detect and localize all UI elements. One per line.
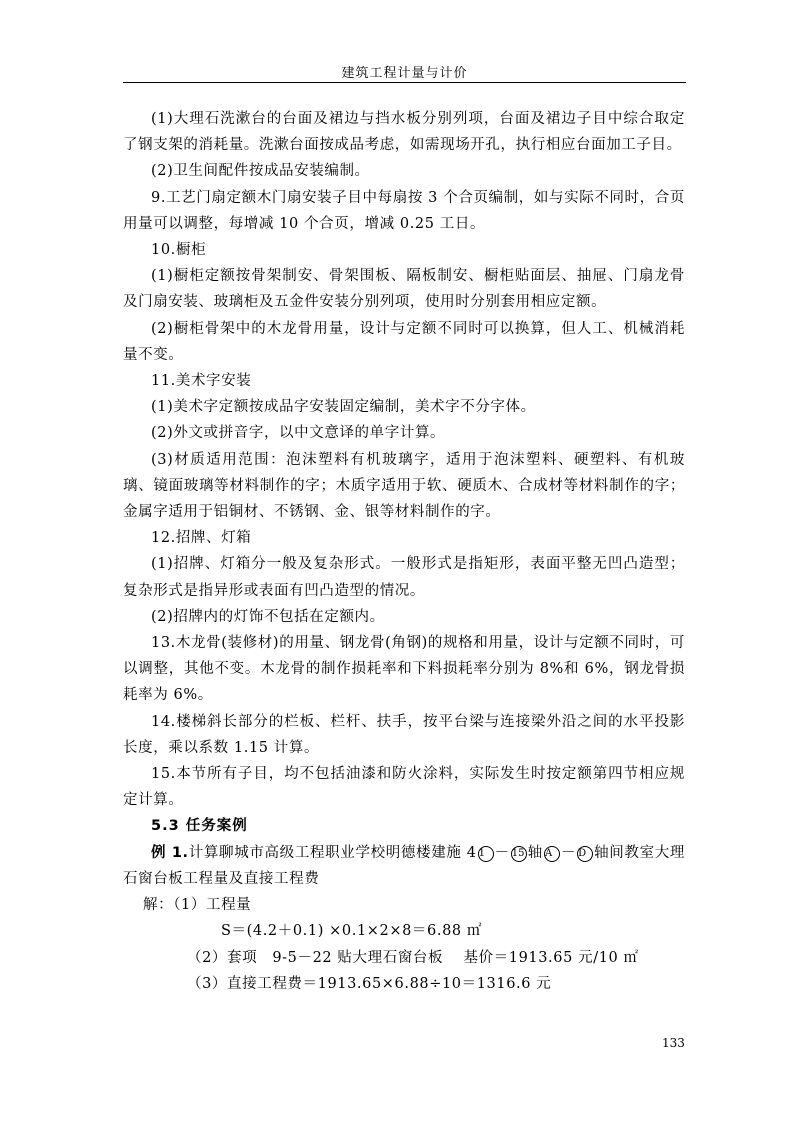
solution-line — [123, 892, 685, 918]
paragraph: (1)招牌、灯箱分一般及复杂形式。一般形式是指矩形，表面平整无凹凸造型；复杂形式是指异形或表面有凹凸造型的情况。 — [123, 556, 685, 599]
paragraph: (1)橱柜定额按骨架制安、骨架围板、隔板制安、橱柜贴面层、抽屉、门扇龙骨及门扇安装、玻璃柜及五金件安装分别列项，使用时分别套用相应定额。 — [123, 268, 685, 311]
solution-step: （2）套项 9-5－22 贴大理石窗台板 基价＝1913.65 元/10 ㎡ — [187, 949, 639, 966]
paragraph: 9.工艺门扇定额木门扇安装子目中每扇按 3 个合页编制，如与实际不同时，合页用量可以调整，每增减 10 个合页，增减 0.25 工日。 — [123, 189, 685, 232]
example-text: 轴间教室大理石窗台板工程量及直接工程费 — [123, 844, 685, 887]
axis-marker: A — [544, 846, 560, 862]
axis-marker: D — [577, 846, 593, 862]
paragraph: 15.本节所有子目，均不包括油漆和防火涂料，实际发生时按定额第四节相应规定计算。 — [123, 766, 685, 809]
paragraph: 14.楼梯斜长部分的栏板、栏杆、扶手，按平台梁与连接梁外沿之间的水平投影长度，乘以系数 1.15 计算。 — [123, 713, 685, 756]
paragraph: 12.招牌、灯箱 — [151, 530, 252, 547]
paragraph: (2)外文或拼音字，以中文意译的单字计算。 — [151, 425, 446, 442]
paragraph: 10.橱柜 — [151, 242, 207, 259]
header-rule — [123, 82, 686, 83]
dash: － — [494, 844, 510, 861]
paragraph: (2)卫生间配件按成品安装编制。 — [151, 163, 370, 180]
section-heading: 5.3 任务案例 — [151, 818, 248, 835]
paragraph: (2)招牌内的灯饰不包括在定额内。 — [151, 608, 385, 625]
page-number: 133 — [662, 1036, 685, 1050]
example-label: 例 1. — [151, 844, 189, 861]
paragraph: (3)材质适用范围：泡沫塑料有机玻璃字，适用于泡沫塑料、硬塑料、有机玻璃、镜面玻璃等材料制作的字；木质字适用于软、硬质木、合成材等材料制作的字；金属字适用于铝铜材、不锈钢、金、银等材料制作的字。 — [123, 451, 685, 521]
paragraph: (1)大理石洗漱台的台面及裙边与挡水板分别列项，台面及裙边子目中综合取定了钢支架的消耗量。洗漱台面按成品考虑，如需现场开孔，执行相应台面加工子目。 — [123, 111, 685, 154]
paragraph: 11.美术字安装 — [151, 373, 252, 390]
running-header: 建筑工程计量与计价 — [341, 66, 468, 81]
solution-formula: S＝(4.2＋0.1) ×0.1×2×8＝6.88 ㎡ — [221, 923, 483, 940]
solution-step: （1）工程量 — [173, 897, 252, 914]
example-paragraph — [123, 840, 685, 892]
paragraph: (1)美术字定额按成品字安装固定编制，美术字不分字体。 — [151, 399, 536, 416]
dash: － — [560, 844, 577, 861]
paragraph: 13.木龙骨(装修材)的用量、钢龙骨(角钢)的规格和用量，设计与定额不同时，可以调整，其他不变。木龙骨的制作损耗率和下料损耗率分别为 8%和 6%，钢龙骨损耗率为 6%。 — [123, 635, 685, 704]
axis-marker: 1 — [478, 846, 494, 862]
example-text: 计算聊城市高级工程职业学校明德楼建施 4 — [188, 844, 477, 861]
example-text: 轴 — [527, 844, 543, 861]
axis-marker: 15 — [511, 846, 527, 862]
paragraph: (2)橱柜骨架中的木龙骨用量，设计与定额不同时可以换算，但人工、机械消耗量不变。 — [123, 320, 685, 363]
solution-label: 解： — [143, 897, 174, 914]
page-body — [123, 106, 685, 997]
solution-step: （3）直接工程费＝1913.65×6.88÷10＝1316.6 元 — [187, 975, 552, 992]
